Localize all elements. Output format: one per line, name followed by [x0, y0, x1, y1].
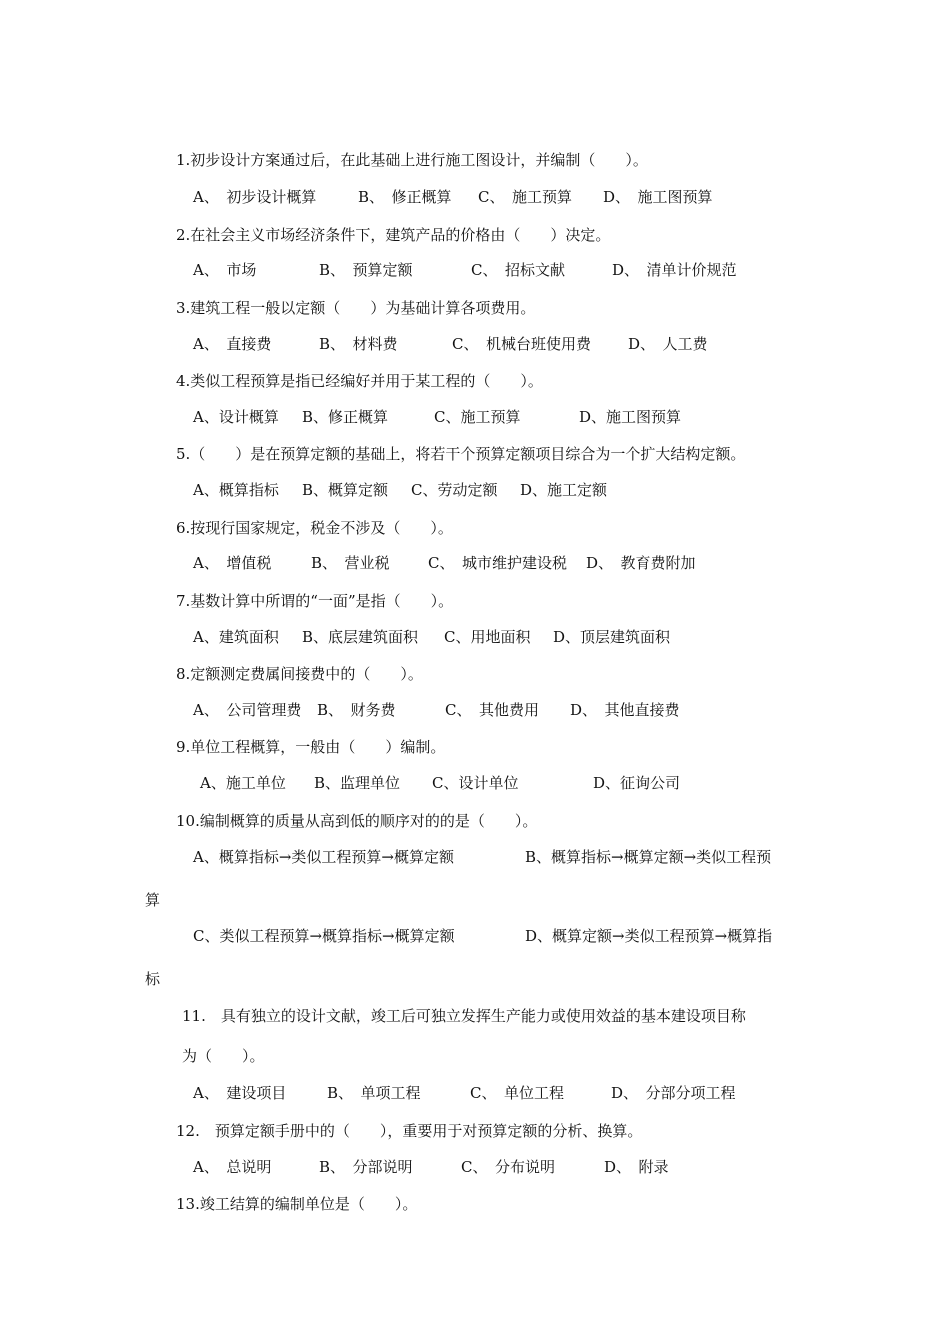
option-c: C、 机械台班使用费	[452, 335, 591, 353]
option-d: D、施工定额	[520, 481, 608, 499]
option-d: D、施工图预算	[579, 408, 682, 426]
option-a: A、 初步设计概算	[193, 188, 317, 206]
option-b: B、 材料费	[319, 335, 398, 353]
option-d: D、 清单计价规范	[612, 261, 737, 279]
option-c: C、类似工程预算→概算指标→概算定额	[193, 927, 455, 945]
option-d: D、顶层建筑面积	[553, 628, 671, 646]
option-c: C、 其他费用	[445, 701, 539, 719]
option-b-wrap: 算	[145, 891, 161, 909]
question-stem: 2.在社会主义市场经济条件下，建筑产品的价格由（ ）决定。	[176, 226, 611, 244]
option-d: D、 教育费附加	[586, 554, 696, 572]
option-a: A、 直接费	[193, 335, 272, 353]
option-c: C、 招标文献	[471, 261, 565, 279]
option-b: B、 单项工程	[327, 1084, 421, 1102]
option-c: C、施工预算	[434, 408, 521, 426]
option-b: B、底层建筑面积	[302, 628, 419, 646]
option-c: C、劳动定额	[411, 481, 498, 499]
option-b: B、概算指标→概算定额→类似工程预	[525, 848, 772, 866]
question-stem-cont: 为（ ）。	[182, 1047, 265, 1065]
option-d: D、 施工图预算	[603, 188, 713, 206]
option-c: C、 施工预算	[478, 188, 572, 206]
option-a: A、概算指标	[193, 481, 279, 499]
option-a: A、施工单位	[200, 774, 286, 792]
question-stem: 10.编制概算的质量从高到低的顺序对的的是（ ）。	[176, 812, 538, 830]
option-d: D、 其他直接费	[570, 701, 680, 719]
question-stem: 8.定额测定费属间接费中的（ ）。	[176, 665, 423, 683]
option-a: A、 市场	[193, 261, 257, 279]
option-d: D、 附录	[604, 1158, 669, 1176]
option-b: B、修正概算	[302, 408, 389, 426]
option-c: C、用地面积	[444, 628, 531, 646]
option-a: A、 增值税	[193, 554, 272, 572]
question-stem: 11. 具有独立的设计文献，竣工后可独立发挥生产能力或使用效益的基本建设项目称	[182, 1007, 746, 1025]
option-b: B、 分部说明	[319, 1158, 413, 1176]
question-stem: 13.竣工结算的编制单位是（ ）。	[176, 1195, 418, 1213]
question-stem: 5.（ ）是在预算定额的基础上，将若干个预算定额项目综合为一个扩大结构定额。	[176, 445, 746, 463]
option-a: A、设计概算	[193, 408, 279, 426]
option-a: A、概算指标→类似工程预算→概算定额	[193, 848, 454, 866]
option-d: D、概算定额→类似工程预算→概算指	[525, 927, 773, 945]
option-b: B、 营业税	[311, 554, 390, 572]
question-stem: 6.按现行国家规定，税金不涉及（ ）。	[176, 519, 453, 537]
option-b: B、 修正概算	[358, 188, 452, 206]
option-d: D、 分部分项工程	[611, 1084, 736, 1102]
option-a: A、建筑面积	[193, 628, 279, 646]
option-a: A、 建设项目	[193, 1084, 287, 1102]
option-b: B、 财务费	[317, 701, 396, 719]
question-stem: 7.基数计算中所谓的“一面”是指（ ）。	[176, 592, 454, 610]
option-d-wrap: 标	[145, 970, 161, 988]
option-a: A、 总说明	[193, 1158, 272, 1176]
option-c: C、 城市维护建设税	[428, 554, 567, 572]
question-stem: 3.建筑工程一般以定额（ ）为基础计算各项费用。	[176, 299, 536, 317]
option-c: C、设计单位	[432, 774, 519, 792]
option-b: B、概算定额	[302, 481, 389, 499]
question-stem: 12. 预算定额手册中的（ ），重要用于对预算定额的分析、换算。	[176, 1122, 643, 1140]
option-b: B、 预算定额	[319, 261, 413, 279]
question-stem: 1.初步设计方案通过后，在此基础上进行施工图设计，并编制（ ）。	[176, 151, 648, 169]
question-stem: 4.类似工程预算是指已经编好并用于某工程的（ ）。	[176, 372, 543, 390]
option-a: A、 公司管理费	[193, 701, 302, 719]
question-stem: 9.单位工程概算，一般由（ ）编制。	[176, 738, 446, 756]
option-c: C、 单位工程	[470, 1084, 564, 1102]
option-d: D、 人工费	[628, 335, 708, 353]
option-d: D、征询公司	[593, 774, 681, 792]
option-c: C、 分布说明	[461, 1158, 555, 1176]
option-b: B、监理单位	[314, 774, 401, 792]
